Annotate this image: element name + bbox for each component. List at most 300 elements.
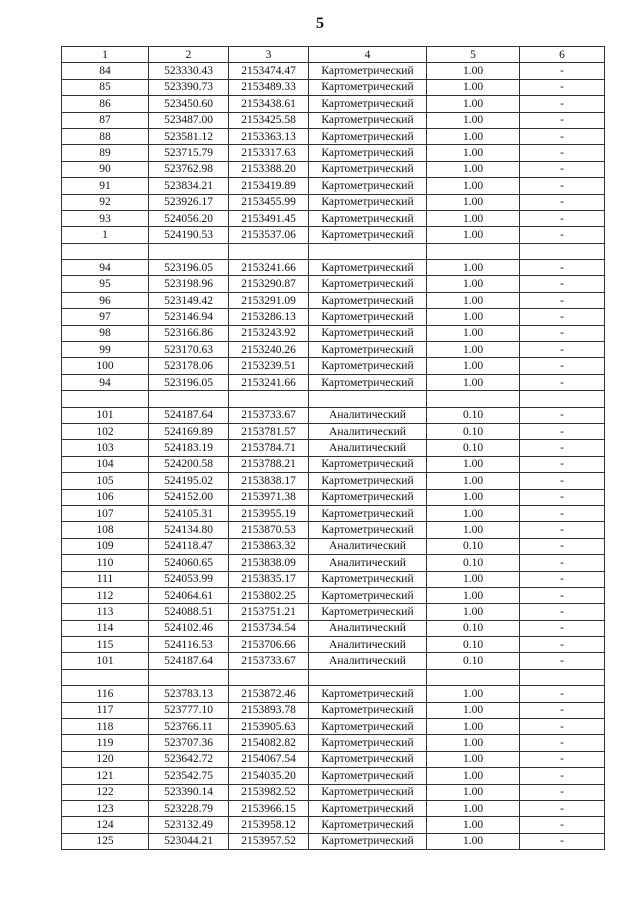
x-coordinate-cell: 524200.58	[149, 456, 229, 472]
description-cell: -	[520, 161, 605, 177]
y-coordinate-cell: 2153872.46	[229, 686, 309, 702]
method-cell: Картометрический	[309, 79, 427, 95]
y-coordinate-cell: 2153243.92	[229, 325, 309, 341]
accuracy-cell: 1.00	[427, 702, 520, 718]
description-cell: -	[520, 63, 605, 79]
method-cell: Картометрический	[309, 112, 427, 128]
table-row	[62, 555, 605, 571]
point-number-cell: 116	[62, 686, 149, 702]
y-coordinate-cell: 2153491.45	[229, 210, 309, 226]
column-header: 5	[427, 47, 520, 63]
point-number-cell: 114	[62, 620, 149, 636]
table-row	[62, 440, 605, 456]
method-cell: Картометрический	[309, 833, 427, 849]
description-cell: -	[520, 309, 605, 325]
description-cell: -	[520, 555, 605, 571]
x-coordinate-cell: 523044.21	[149, 833, 229, 849]
table-row	[62, 669, 605, 685]
point-number-cell: 117	[62, 702, 149, 718]
description-cell: -	[520, 325, 605, 341]
y-coordinate-cell	[229, 669, 309, 685]
method-cell: Картометрический	[309, 128, 427, 144]
description-cell: -	[520, 423, 605, 439]
table-row	[62, 161, 605, 177]
table-body	[62, 63, 605, 850]
point-number-cell: 115	[62, 637, 149, 653]
page-number: 5	[316, 15, 324, 32]
point-number-cell: 84	[62, 63, 149, 79]
x-coordinate-cell: 524134.80	[149, 522, 229, 538]
accuracy-cell: 1.00	[427, 161, 520, 177]
table-row	[62, 407, 605, 423]
method-cell: Картометрический	[309, 292, 427, 308]
accuracy-cell: 1.00	[427, 768, 520, 784]
table-row	[62, 489, 605, 505]
description-cell: -	[520, 112, 605, 128]
table-row	[62, 309, 605, 325]
accuracy-cell: 1.00	[427, 342, 520, 358]
y-coordinate-cell: 2153290.87	[229, 276, 309, 292]
description-cell: -	[520, 768, 605, 784]
method-cell: Картометрический	[309, 751, 427, 767]
method-cell: Картометрический	[309, 571, 427, 587]
x-coordinate-cell: 523450.60	[149, 96, 229, 112]
y-coordinate-cell: 2153474.47	[229, 63, 309, 79]
method-cell: Аналитический	[309, 423, 427, 439]
table-row	[62, 227, 605, 243]
point-number-cell: 125	[62, 833, 149, 849]
point-number-cell: 104	[62, 456, 149, 472]
y-coordinate-cell: 2153706.66	[229, 637, 309, 653]
y-coordinate-cell: 2153971.38	[229, 489, 309, 505]
x-coordinate-cell	[149, 669, 229, 685]
accuracy-cell: 0.10	[427, 423, 520, 439]
point-number-cell: 100	[62, 358, 149, 374]
y-coordinate-cell: 2153781.57	[229, 423, 309, 439]
description-cell: -	[520, 489, 605, 505]
description-cell: -	[520, 735, 605, 751]
point-number-cell: 108	[62, 522, 149, 538]
table-row	[62, 456, 605, 472]
accuracy-cell: 1.00	[427, 210, 520, 226]
description-cell	[520, 669, 605, 685]
accuracy-cell: 1.00	[427, 63, 520, 79]
y-coordinate-cell: 2153537.06	[229, 227, 309, 243]
y-coordinate-cell: 2153751.21	[229, 604, 309, 620]
x-coordinate-cell: 524195.02	[149, 473, 229, 489]
point-number-cell: 106	[62, 489, 149, 505]
y-coordinate-cell: 2153489.33	[229, 79, 309, 95]
column-header: 3	[229, 47, 309, 63]
y-coordinate-cell: 2154035.20	[229, 768, 309, 784]
y-coordinate-cell: 2153455.99	[229, 194, 309, 210]
method-cell: Картометрический	[309, 161, 427, 177]
x-coordinate-cell: 523166.86	[149, 325, 229, 341]
point-number-cell: 120	[62, 751, 149, 767]
table-row	[62, 292, 605, 308]
table-row	[62, 653, 605, 669]
method-cell: Картометрический	[309, 342, 427, 358]
accuracy-cell: 1.00	[427, 374, 520, 390]
table-row	[62, 686, 605, 702]
table-row	[62, 178, 605, 194]
y-coordinate-cell: 2153870.53	[229, 522, 309, 538]
description-cell	[520, 243, 605, 259]
y-coordinate-cell: 2153958.12	[229, 817, 309, 833]
description-cell: -	[520, 817, 605, 833]
accuracy-cell: 1.00	[427, 719, 520, 735]
point-number-cell: 110	[62, 555, 149, 571]
accuracy-cell: 1.00	[427, 571, 520, 587]
point-number-cell: 99	[62, 342, 149, 358]
x-coordinate-cell: 523487.00	[149, 112, 229, 128]
x-coordinate-cell: 523642.72	[149, 751, 229, 767]
x-coordinate-cell: 523715.79	[149, 145, 229, 161]
table-row	[62, 210, 605, 226]
point-number-cell: 88	[62, 128, 149, 144]
table-row	[62, 243, 605, 259]
point-number-cell: 122	[62, 784, 149, 800]
coordinates-table	[61, 46, 605, 850]
description-cell: -	[520, 374, 605, 390]
description-cell: -	[520, 751, 605, 767]
x-coordinate-cell: 524152.00	[149, 489, 229, 505]
description-cell: -	[520, 653, 605, 669]
x-coordinate-cell	[149, 243, 229, 259]
table-row	[62, 817, 605, 833]
accuracy-cell	[427, 391, 520, 407]
accuracy-cell: 1.00	[427, 456, 520, 472]
point-number-cell: 105	[62, 473, 149, 489]
description-cell: -	[520, 358, 605, 374]
y-coordinate-cell: 2153239.51	[229, 358, 309, 374]
description-cell: -	[520, 571, 605, 587]
table-row	[62, 325, 605, 341]
accuracy-cell: 1.00	[427, 751, 520, 767]
accuracy-cell: 1.00	[427, 489, 520, 505]
point-number-cell: 109	[62, 538, 149, 554]
y-coordinate-cell: 2153835.17	[229, 571, 309, 587]
y-coordinate-cell: 2153733.67	[229, 653, 309, 669]
point-number-cell: 107	[62, 505, 149, 521]
description-cell: -	[520, 128, 605, 144]
table-row	[62, 604, 605, 620]
x-coordinate-cell: 524053.99	[149, 571, 229, 587]
point-number-cell: 96	[62, 292, 149, 308]
x-coordinate-cell: 524056.20	[149, 210, 229, 226]
x-coordinate-cell: 524118.47	[149, 538, 229, 554]
table-row	[62, 505, 605, 521]
description-cell: -	[520, 456, 605, 472]
description-cell: -	[520, 784, 605, 800]
description-cell: -	[520, 260, 605, 276]
method-cell: Аналитический	[309, 407, 427, 423]
method-cell: Картометрический	[309, 63, 427, 79]
description-cell: -	[520, 686, 605, 702]
table-row	[62, 751, 605, 767]
method-cell	[309, 243, 427, 259]
x-coordinate-cell: 523390.14	[149, 784, 229, 800]
method-cell: Аналитический	[309, 538, 427, 554]
point-number-cell: 92	[62, 194, 149, 210]
x-coordinate-cell: 524105.31	[149, 505, 229, 521]
point-number-cell: 101	[62, 407, 149, 423]
accuracy-cell: 1.00	[427, 522, 520, 538]
x-coordinate-cell: 523198.96	[149, 276, 229, 292]
point-number-cell: 93	[62, 210, 149, 226]
x-coordinate-cell: 523834.21	[149, 178, 229, 194]
point-number-cell: 121	[62, 768, 149, 784]
table-row	[62, 96, 605, 112]
description-cell: -	[520, 800, 605, 816]
description-cell: -	[520, 96, 605, 112]
point-number-cell: 89	[62, 145, 149, 161]
method-cell: Картометрический	[309, 194, 427, 210]
point-number-cell: 1	[62, 227, 149, 243]
table-row	[62, 735, 605, 751]
x-coordinate-cell: 524187.64	[149, 653, 229, 669]
accuracy-cell: 1.00	[427, 292, 520, 308]
x-coordinate-cell: 523170.63	[149, 342, 229, 358]
accuracy-cell: 1.00	[427, 358, 520, 374]
x-coordinate-cell: 523766.11	[149, 719, 229, 735]
description-cell: -	[520, 604, 605, 620]
accuracy-cell: 1.00	[427, 309, 520, 325]
y-coordinate-cell: 2153957.52	[229, 833, 309, 849]
table-row	[62, 79, 605, 95]
method-cell	[309, 669, 427, 685]
y-coordinate-cell	[229, 391, 309, 407]
column-header: 6	[520, 47, 605, 63]
accuracy-cell: 1.00	[427, 260, 520, 276]
accuracy-cell: 1.00	[427, 473, 520, 489]
description-cell: -	[520, 292, 605, 308]
point-number-cell	[62, 669, 149, 685]
accuracy-cell: 1.00	[427, 227, 520, 243]
point-number-cell: 91	[62, 178, 149, 194]
x-coordinate-cell: 523196.05	[149, 374, 229, 390]
point-number-cell: 112	[62, 587, 149, 603]
method-cell: Картометрический	[309, 505, 427, 521]
accuracy-cell: 1.00	[427, 686, 520, 702]
point-number-cell: 87	[62, 112, 149, 128]
table-row	[62, 833, 605, 849]
description-cell: -	[520, 194, 605, 210]
point-number-cell: 85	[62, 79, 149, 95]
method-cell: Картометрический	[309, 768, 427, 784]
description-cell: -	[520, 342, 605, 358]
method-cell: Картометрический	[309, 178, 427, 194]
method-cell: Картометрический	[309, 604, 427, 620]
method-cell: Картометрический	[309, 309, 427, 325]
table-row	[62, 620, 605, 636]
x-coordinate-cell: 523178.06	[149, 358, 229, 374]
description-cell: -	[520, 522, 605, 538]
y-coordinate-cell: 2153838.09	[229, 555, 309, 571]
method-cell: Картометрический	[309, 374, 427, 390]
description-cell: -	[520, 276, 605, 292]
y-coordinate-cell: 2153241.66	[229, 260, 309, 276]
description-cell: -	[520, 227, 605, 243]
description-cell: -	[520, 587, 605, 603]
accuracy-cell: 1.00	[427, 604, 520, 620]
x-coordinate-cell: 523707.36	[149, 735, 229, 751]
accuracy-cell: 1.00	[427, 817, 520, 833]
point-number-cell: 94	[62, 260, 149, 276]
accuracy-cell: 1.00	[427, 194, 520, 210]
y-coordinate-cell: 2153241.66	[229, 374, 309, 390]
x-coordinate-cell: 524060.65	[149, 555, 229, 571]
accuracy-cell: 1.00	[427, 96, 520, 112]
method-cell: Аналитический	[309, 653, 427, 669]
table-header-row	[62, 47, 605, 63]
y-coordinate-cell: 2153863.32	[229, 538, 309, 554]
y-coordinate-cell: 2153419.89	[229, 178, 309, 194]
x-coordinate-cell: 523783.13	[149, 686, 229, 702]
accuracy-cell: 1.00	[427, 735, 520, 751]
accuracy-cell: 1.00	[427, 505, 520, 521]
method-cell: Картометрический	[309, 686, 427, 702]
x-coordinate-cell: 523762.98	[149, 161, 229, 177]
accuracy-cell: 1.00	[427, 112, 520, 128]
accuracy-cell: 1.00	[427, 276, 520, 292]
y-coordinate-cell: 2153802.25	[229, 587, 309, 603]
point-number-cell	[62, 243, 149, 259]
accuracy-cell: 1.00	[427, 128, 520, 144]
x-coordinate-cell: 523228.79	[149, 800, 229, 816]
table-row	[62, 358, 605, 374]
x-coordinate-cell: 523777.10	[149, 702, 229, 718]
y-coordinate-cell: 2153838.17	[229, 473, 309, 489]
method-cell: Картометрический	[309, 817, 427, 833]
description-cell: -	[520, 473, 605, 489]
method-cell	[309, 391, 427, 407]
x-coordinate-cell: 523146.94	[149, 309, 229, 325]
x-coordinate-cell: 524190.53	[149, 227, 229, 243]
table-row	[62, 719, 605, 735]
description-cell: -	[520, 505, 605, 521]
x-coordinate-cell	[149, 391, 229, 407]
method-cell: Картометрический	[309, 587, 427, 603]
x-coordinate-cell: 524088.51	[149, 604, 229, 620]
table-row	[62, 784, 605, 800]
description-cell: -	[520, 407, 605, 423]
point-number-cell: 124	[62, 817, 149, 833]
method-cell: Картометрический	[309, 719, 427, 735]
table-row	[62, 63, 605, 79]
table-row	[62, 473, 605, 489]
y-coordinate-cell: 2153286.13	[229, 309, 309, 325]
table-row	[62, 194, 605, 210]
accuracy-cell: 0.10	[427, 637, 520, 653]
method-cell: Картометрический	[309, 227, 427, 243]
table-row	[62, 637, 605, 653]
y-coordinate-cell: 2153905.63	[229, 719, 309, 735]
point-number-cell: 102	[62, 423, 149, 439]
y-coordinate-cell: 2153438.61	[229, 96, 309, 112]
method-cell: Картометрический	[309, 145, 427, 161]
method-cell: Картометрический	[309, 260, 427, 276]
y-coordinate-cell: 2153784.71	[229, 440, 309, 456]
description-cell: -	[520, 702, 605, 718]
method-cell: Аналитический	[309, 637, 427, 653]
table-row	[62, 128, 605, 144]
method-cell: Картометрический	[309, 473, 427, 489]
method-cell: Картометрический	[309, 735, 427, 751]
table-row	[62, 112, 605, 128]
description-cell: -	[520, 210, 605, 226]
description-cell: -	[520, 79, 605, 95]
method-cell: Картометрический	[309, 456, 427, 472]
description-cell: -	[520, 637, 605, 653]
description-cell: -	[520, 145, 605, 161]
accuracy-cell: 0.10	[427, 407, 520, 423]
table-row	[62, 571, 605, 587]
description-cell: -	[520, 620, 605, 636]
y-coordinate-cell: 2153982.52	[229, 784, 309, 800]
accuracy-cell: 0.10	[427, 620, 520, 636]
x-coordinate-cell: 524187.64	[149, 407, 229, 423]
point-number-cell: 118	[62, 719, 149, 735]
method-cell: Картометрический	[309, 522, 427, 538]
x-coordinate-cell: 524169.89	[149, 423, 229, 439]
accuracy-cell: 1.00	[427, 833, 520, 849]
column-header: 1	[62, 47, 149, 63]
table-row	[62, 800, 605, 816]
point-number-cell: 95	[62, 276, 149, 292]
y-coordinate-cell: 2153317.63	[229, 145, 309, 161]
y-coordinate-cell: 2153966.15	[229, 800, 309, 816]
table-row	[62, 260, 605, 276]
description-cell: -	[520, 538, 605, 554]
x-coordinate-cell: 523581.12	[149, 128, 229, 144]
table-row	[62, 342, 605, 358]
x-coordinate-cell: 523149.42	[149, 292, 229, 308]
column-header: 2	[149, 47, 229, 63]
table-row	[62, 522, 605, 538]
accuracy-cell: 0.10	[427, 555, 520, 571]
method-cell: Картометрический	[309, 96, 427, 112]
x-coordinate-cell: 523542.75	[149, 768, 229, 784]
description-cell: -	[520, 178, 605, 194]
y-coordinate-cell: 2153240.26	[229, 342, 309, 358]
method-cell: Картометрический	[309, 800, 427, 816]
accuracy-cell: 1.00	[427, 145, 520, 161]
x-coordinate-cell: 523132.49	[149, 817, 229, 833]
table-row	[62, 587, 605, 603]
table-row	[62, 374, 605, 390]
x-coordinate-cell: 523926.17	[149, 194, 229, 210]
description-cell: -	[520, 719, 605, 735]
y-coordinate-cell: 2153955.19	[229, 505, 309, 521]
accuracy-cell: 1.00	[427, 800, 520, 816]
y-coordinate-cell: 2153734.54	[229, 620, 309, 636]
accuracy-cell: 1.00	[427, 178, 520, 194]
point-number-cell: 119	[62, 735, 149, 751]
y-coordinate-cell: 2153893.78	[229, 702, 309, 718]
method-cell: Картометрический	[309, 325, 427, 341]
y-coordinate-cell: 2153733.67	[229, 407, 309, 423]
method-cell: Картометрический	[309, 210, 427, 226]
point-number-cell: 123	[62, 800, 149, 816]
method-cell: Картометрический	[309, 358, 427, 374]
point-number-cell: 94	[62, 374, 149, 390]
method-cell: Картометрический	[309, 489, 427, 505]
accuracy-cell: 0.10	[427, 653, 520, 669]
point-number-cell: 98	[62, 325, 149, 341]
column-header: 4	[309, 47, 427, 63]
y-coordinate-cell: 2153363.13	[229, 128, 309, 144]
